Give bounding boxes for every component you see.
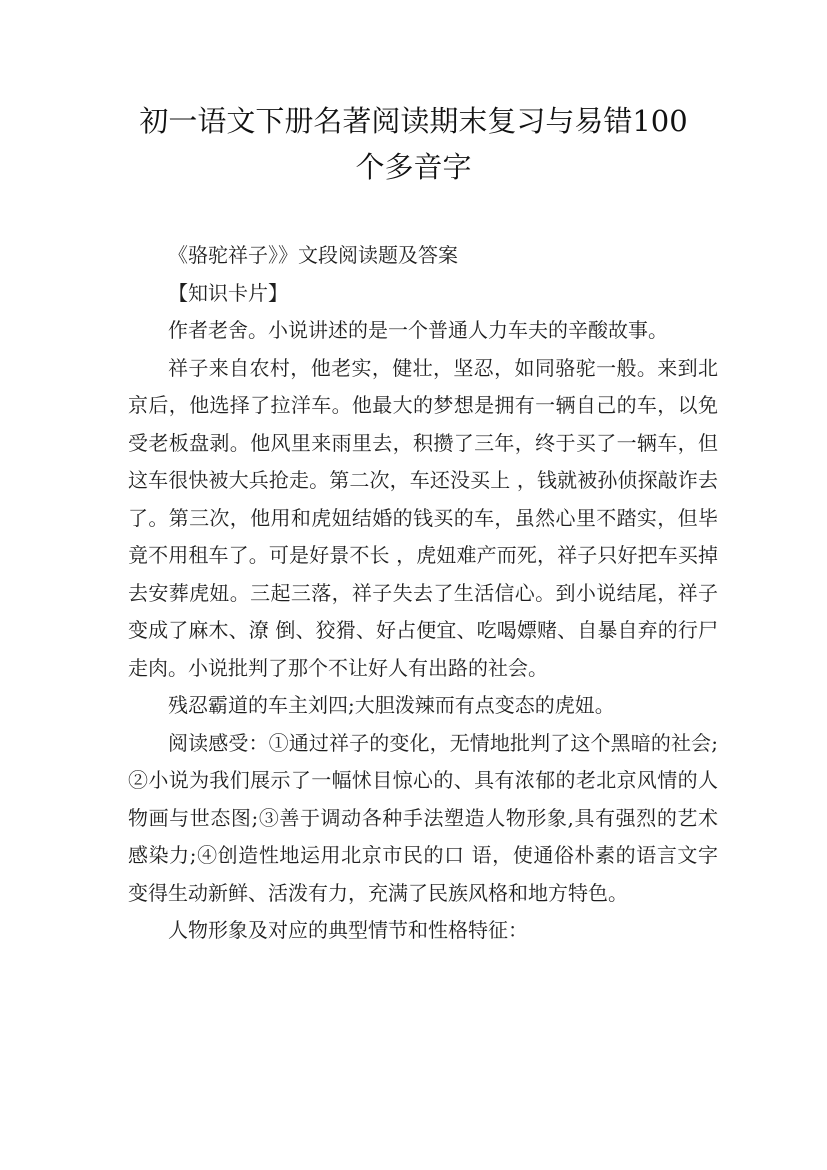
reading-impression-paragraph: 阅读感受：①通过祥子的变化，无情地批判了这个黑暗的社会;②小说为我们展示了一幅怵目惊心的、具有浓郁的老北京风情的人物画与世态图;③善于调动各种手法塑造人物形象,具有强烈的艺术感染力;④创造性地运用北京市民的口 语，使通俗朴素的语言文字变得生动新鲜、活泼有力，充满了民族风格和地方特色。	[128, 730, 718, 905]
title-line-2: 个多音字	[355, 150, 472, 184]
knowledge-card-label: 【知识卡片】	[168, 280, 288, 305]
author-intro-paragraph: 作者老舍。小说讲述的是一个普通人力车夫的辛酸故事。	[168, 318, 668, 342]
title-line-1: 初一语文下册名著阅读期末复习与易错100	[139, 104, 688, 138]
plot-summary-paragraph: 祥子来自农村，他老实，健壮，坚忍，如同骆驼一般。来到北京后，他选择了拉洋车。他最大的梦想是拥有一辆自己的车，以免受老板盘剥。他风里来雨里去，积攒了三年，终于买了一辆车，但这车很快被大兵抢走。第二次，车还没买上 ，钱就被孙侦探敲诈去了。第三次，他用和虎妞结婚的钱买的车，虽然心里不踏实，但毕竟不用租车了。可是好景不长 ，虎妞难产而死，祥子只好把车买掉去安葬虎妞。三起三落，祥子失去了生活信心。到小说结尾，祥子变成了麻木、潦 倒、狡猾、好占便宜、吃喝嫖赌、自暴自弃的行尸走肉。小说批判了那个不让好人有出路的社会。	[128, 355, 718, 680]
document-title	[100, 98, 727, 190]
characters-paragraph: 残忍霸道的车主刘四;大胆泼辣而有点变态的虎妞。	[168, 693, 615, 717]
document-body	[128, 237, 718, 950]
section-heading: 《骆驼祥子》》文段阅读题及答案	[168, 243, 458, 267]
character-traits-heading: 人物形象及对应的典型情节和性格特征：	[168, 918, 528, 942]
